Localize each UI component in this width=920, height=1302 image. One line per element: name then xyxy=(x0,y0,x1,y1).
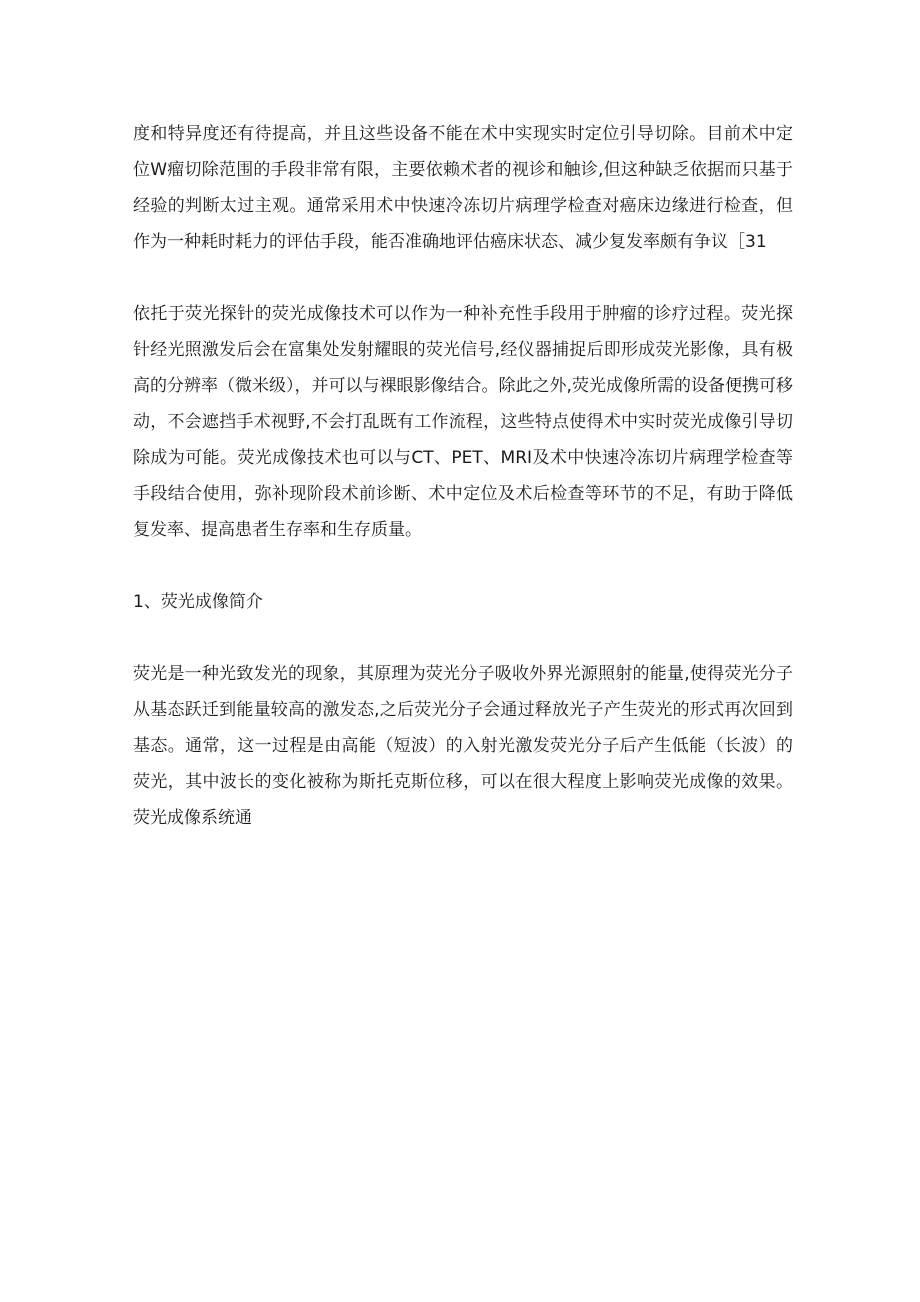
section-heading: 1、荧光成像简介 xyxy=(133,592,263,612)
paragraph-fluorescence-principle: 荧光是一种光致发光的现象，其原理为荧光分子吸收外界光源照射的能量,使得荧光分子从基态跃迁到能量较高的激发态,之后荧光分子会通过释放光子产生荧光的形式再次回到基态。通常，这一过程是由高能（短波）的入射光激发荧光分子后产生低能（长波）的荧光，其中波长的变化被称为斯托克斯位移，可以在很大程度上影响荧光成像的效果。荧光成像系统通 xyxy=(133,664,793,828)
paragraph-limitations: 度和特异度还有待提高，并且这些设备不能在术中实现实时定位引导切除。目前术中定位W瘤切除范围的手段非常有限，主要依赖术者的视诊和触诊,但这种缺乏依据而只基于经验的判断太过主观。通常采用术中快速冷冻切片病理学检查对癌床边缘进行检查，但作为一种耗时耗力的评估手段，能否准确地评估癌床状态、减少复发率颇有争议［31 xyxy=(133,124,793,252)
paragraph-fluorescence-probe: 依托于荧光探针的荧光成像技术可以作为一种补充性手段用于肿瘤的诊疗过程。荧光探针经光照激发后会在富集处发射耀眼的荧光信号,经仪器捕捉后即形成荧光影像，具有极高的分辨率（微米级），并可以与裸眼影像结合。除此之外,荧光成像所需的设备便携可移动，不会遮挡手术视野,不会打乱既有工作流程，这些特点使得术中实时荧光成像引导切除成为可能。荧光成像技术也可以与CT、PET、MRI及术中快速冷冻切片病理学检查等手段结合使用，弥补现阶段术前诊断、术中定位及术后检查等环节的不足，有助于降低复发率、提高患者生存率和生存质量。 xyxy=(133,304,793,540)
document-body xyxy=(133,116,793,836)
